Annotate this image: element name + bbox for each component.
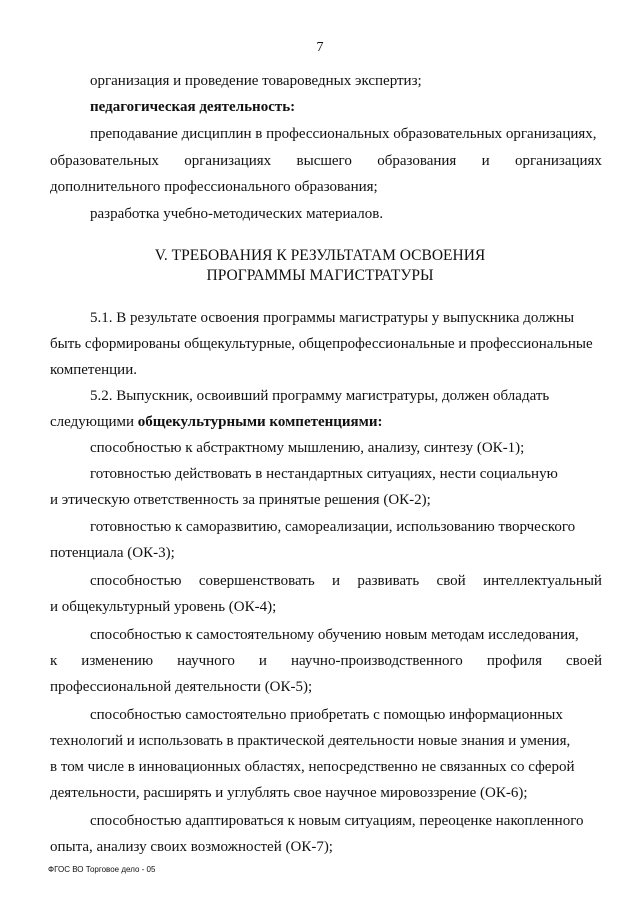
justified-line — [50, 652, 602, 670]
word: своей — [565, 653, 602, 669]
text-line: способностью самостоятельно приобретать с помощью информационных — [90, 707, 563, 723]
page-number: 7 — [316, 40, 324, 55]
text-line: способностью к самостоятельному обучению новым методам исследования, — [90, 627, 579, 643]
justified-line — [50, 152, 602, 170]
text-fragment-bold: общекультурными компетенциями: — [137, 414, 383, 430]
text-line: готовностью действовать в нестандартных ситуациях, нести социальную — [90, 466, 558, 482]
word: свой — [436, 573, 466, 589]
text-line: быть сформированы общекультурные, общепрофессиональные и профессиональные — [50, 336, 593, 352]
section-heading-line-1: V. ТРЕБОВАНИЯ К РЕЗУЛЬТАТАМ ОСВОЕНИЯ — [154, 247, 486, 264]
text-line: технологий и использовать в практической деятельности новые знания и умения, — [50, 733, 571, 749]
text-line: и этическую ответственность за принятые решения (ОК-2); — [50, 492, 431, 508]
word: развивать — [357, 573, 420, 589]
word: интеллектуальный — [483, 573, 602, 589]
text-line: дополнительного профессионального образования; — [50, 179, 378, 195]
word: образования — [377, 153, 457, 169]
word: научного — [177, 653, 235, 669]
word: изменению — [81, 653, 154, 669]
justified-line — [90, 572, 602, 590]
section-heading-line-2: ПРОГРАММЫ МАГИСТРАТУРЫ — [206, 267, 434, 284]
text-line: потенциала (ОК-3); — [50, 545, 175, 561]
word: и — [481, 153, 490, 169]
word: организациях — [515, 153, 602, 169]
text-line: и общекультурный уровень (ОК-4); — [50, 599, 277, 615]
word: к — [50, 653, 58, 669]
text-line: 5.2. Выпускник, освоивший программу магистратуры, должен обладать — [90, 388, 550, 404]
text-line-mixed — [50, 413, 383, 431]
text-line: деятельности, расширять и углублять свое научное мировоззрение (ОК-6); — [50, 785, 528, 801]
word: научно-производственного — [290, 653, 463, 669]
text-line: опыта, анализу своих возможностей (ОК-7); — [50, 839, 333, 855]
word: профиля — [486, 653, 542, 669]
text-line: преподавание дисциплин в профессиональных образовательных организациях, — [90, 126, 597, 142]
text-line-bold: педагогическая деятельность: — [90, 99, 296, 115]
text-line: компетенции. — [50, 362, 137, 378]
word: и — [332, 573, 341, 589]
text-line: в том числе в инновационных областях, непосредственно не связанных со сферой — [50, 759, 575, 775]
text-line: разработка учебно-методических материалов. — [90, 206, 384, 222]
text-line: готовностью к саморазвитию, самореализации, использованию творческого — [90, 519, 576, 535]
text-line: организация и проведение товароведных экспертиз; — [90, 73, 422, 89]
word: образовательных — [50, 153, 159, 169]
text-line: 5.1. В результате освоения программы магистратуры у выпускника должны — [90, 310, 575, 326]
text-line: способностью адаптироваться к новым ситуациям, переоценке накопленного — [90, 813, 584, 829]
word: совершенствовать — [198, 573, 315, 589]
word: способностью — [90, 573, 182, 589]
text-line: профессиональной деятельности (ОК-5); — [50, 679, 313, 695]
text-fragment: следующими — [50, 414, 138, 430]
word: и — [258, 653, 267, 669]
footer-note: ФГОС ВО Торговое дело - 05 — [48, 865, 156, 874]
text-line: способностью к абстрактному мышлению, анализу, синтезу (ОК-1); — [90, 440, 525, 456]
word: организациях — [184, 153, 272, 169]
word: высшего — [296, 153, 352, 169]
